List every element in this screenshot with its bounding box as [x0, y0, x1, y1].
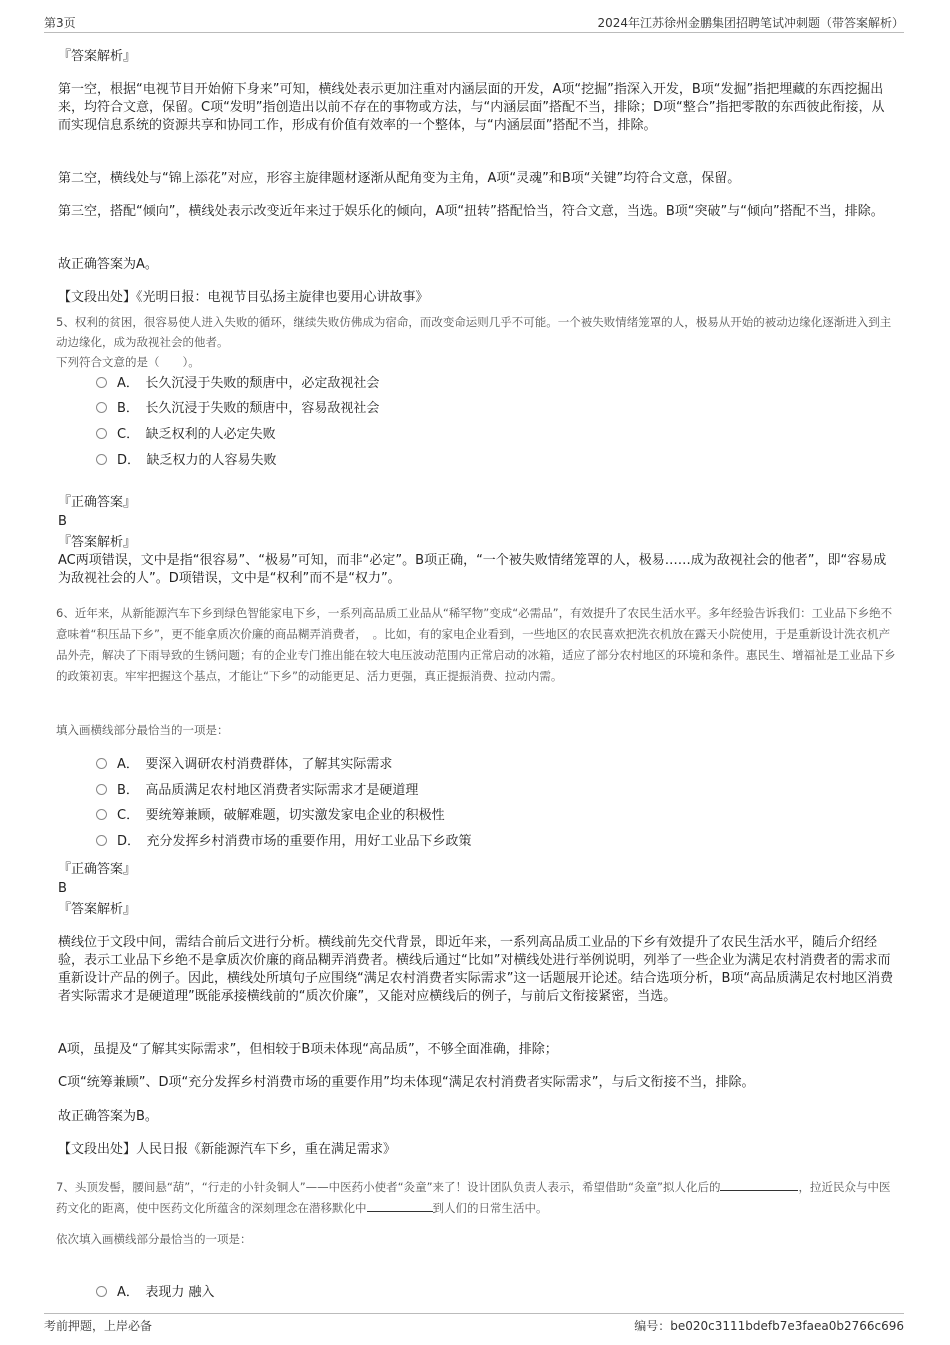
q6-option-d[interactable]: D． 充分发挥乡村消费市场的重要作用，用好工业品下乡政策 [96, 833, 472, 851]
q7-stem: 7、头顶发髻，腰间悬“葫”，“行走的小针灸铜人”——中医药小使者“灸童”来了！设计团队负责人表示，希望借助“灸童”拟人化后的 ，拉近民众与中医药文化的距离，使中医药文化所蕴含的深刻理念在潜移默化中 到人们的日常生活中。 [56, 1180, 891, 1215]
radio-icon[interactable] [96, 835, 107, 846]
q7-option-a[interactable]: A． 表现力 融入 [96, 1284, 215, 1302]
q6-option-b[interactable]: B． 高品质满足农村地区消费者实际需求才是硬道理 [96, 782, 418, 800]
radio-icon[interactable] [96, 454, 107, 465]
q6-analysis-p1: 横线位于文段中间，需结合前后文进行分析。横线前先交代背景，即近年来，一系列高品质工业品的下乡有效提升了农民生活水平，随后介绍经验，表示工业品下乡绝不是拿质次价廉的商品糊弄消费者。横线后通过“比如”对横线处进行举例说明，列举了一些企业为满足农村消费者的需求而重新设计产品的例子。因此，横线处所填句子应围绕“满足农村消费者实际需求”这一话题展开论述。结合选项分析，B项“高品质满足农村地区消费者实际需求才是硬道理”既能承接横线前的“质次价廉”，又能对应横线后的例子，与前后文衔接紧密，当选。 [58, 935, 894, 1004]
q7-blank-1 [720, 1178, 798, 1191]
q5-prompt: 下列符合文意的是（ ）。 [56, 355, 200, 369]
q5-option-c[interactable]: C． 缺乏权利的人必定失败 [96, 426, 276, 444]
q7-prompt: 依次填入画横线部分最恰当的一项是： [56, 1232, 252, 1246]
q4-analysis-label: 『答案解析』 [58, 49, 137, 64]
page-number: 第3页 [44, 16, 76, 30]
q5-stem: 5、权利的贫困，很容易使人进入失败的循环，继续失败仿佛成为宿命，而改变命运则几乎不可能。一个被失败情绪笼罩的人，极易从开始的被动边缘化逐渐进入到主动边缘化，成为敌视社会的他者。 [56, 315, 892, 349]
q4-conclusion: 故正确答案为A。 [58, 257, 158, 272]
q6-conclusion: 故正确答案为B。 [58, 1109, 158, 1124]
q6-option-a[interactable]: A． 要深入调研农村消费群体，了解其实际需求 [96, 756, 392, 774]
q7-blank-2 [367, 1199, 433, 1212]
q5-analysis: AC两项错误，文中是指“很容易”、“极易”可知，而非“必定”。B项正确，“一个被失败情绪笼罩的人，极易……成为敌视社会的他者”，即“容易成为敌视社会的人”。D项错误，文中是“权利”而不是“权力”。 [58, 553, 887, 586]
radio-icon[interactable] [96, 377, 107, 388]
document-code: 编号：be020c3111bdefb7e3faea0b2766c696 [634, 1319, 904, 1333]
radio-icon[interactable] [96, 402, 107, 413]
q6-analysis-label: 『答案解析』 [58, 902, 137, 917]
q6-analysis-p2: A项，虽提及“了解其实际需求”，但相较于B项未体现“高品质”，不够全面准确，排除； [58, 1042, 558, 1057]
q6-answer: B [58, 881, 67, 896]
q5-answer-label: 『正确答案』 [58, 495, 137, 510]
q6-option-c[interactable]: C． 要统筹兼顾，破解难题，切实激发家电企业的积极性 [96, 807, 445, 825]
q5-analysis-label: 『答案解析』 [58, 535, 137, 550]
q6-answer-label: 『正确答案』 [58, 862, 137, 877]
q4-analysis-p2: 第二空，横线处与“锦上添花”对应，形容主旋律题材逐渐从配角变为主角，A项“灵魂”和B项“关键”均符合文意，保留。 [58, 171, 741, 186]
document-title: 2024年江苏徐州金鹏集团招聘笔试冲刺题（带答案解析） [597, 16, 904, 30]
q4-analysis-p3: 第三空，搭配“倾向”，横线处表示改变近年来过于娱乐化的倾向，A项“扭转”搭配恰当，符合文意，当选。B项“突破”与“倾向”搭配不当，排除。 [58, 204, 884, 219]
radio-icon[interactable] [96, 428, 107, 439]
q5-option-d[interactable]: D． 缺乏权力的人容易失败 [96, 452, 277, 470]
page-header [44, 12, 904, 33]
radio-icon[interactable] [96, 809, 107, 820]
radio-icon[interactable] [96, 758, 107, 769]
footer-slogan: 考前押题，上岸必备 [44, 1319, 153, 1333]
page-footer [44, 1313, 904, 1334]
q6-analysis-p3: C项“统筹兼顾”、D项“充分发挥乡村消费市场的重要作用”均未体现“满足农村消费者实际需求”，与后文衔接不当，排除。 [58, 1075, 755, 1090]
q6-stem: 6、近年来，从新能源汽车下乡到绿色智能家电下乡，一系列高品质工业品从“稀罕物”变成“必需品”，有效提升了农民生活水平。多年经验告诉我们：工业品下乡绝不意味着“积压品下乡”，更不能拿质次价廉的商品糊弄消费者， 。比如，有的家电企业看到，一些地区的农民喜欢把洗衣机放在露天小院使用，于是重新设计洗衣机产品外壳，解决了下雨导致的生锈问题；有的企业专门推出能在较大电压波动范围内正常启动的冰箱，适应了部分农村地区的环境和条件。惠民生、增福祉是工业品下乡的政策初衷。牢牢把握这个基点，才能让“下乡”的动能更足、活力更强，真正提振消费、拉动内需。 [56, 606, 896, 683]
q5-answer: B [58, 514, 67, 529]
q4-analysis-p1: 第一空，根据“电视节目开始俯下身来”可知，横线处表示更加注重对内涵层面的开发，A项“挖掘”指深入开发，B项“发掘”指把埋藏的东西挖掘出来，均符合文意，保留。C项“发明”指创造出以前不存在的事物或方法，与“内涵层面”搭配不当，排除；D项“整合”指把零散的东西彼此衔接，从而实现信息系统的资源共享和协同工作，形成有价值有效率的一个整体，与“内涵层面”搭配不当，排除。 [58, 82, 885, 133]
q6-prompt: 填入画横线部分最恰当的一项是： [56, 723, 229, 737]
q5-option-a[interactable]: A． 长久沉浸于失败的颓唐中，必定敌视社会 [96, 375, 379, 393]
radio-icon[interactable] [96, 784, 107, 795]
q5-option-b[interactable]: B． 长久沉浸于失败的颓唐中，容易敌视社会 [96, 400, 379, 418]
radio-icon[interactable] [96, 1286, 107, 1297]
q4-source: 【文段出处】《光明日报：电视节目弘扬主旋律也要用心讲故事》 [58, 290, 429, 305]
q6-source: 【文段出处】人民日报《新能源汽车下乡，重在满足需求》 [58, 1142, 397, 1157]
